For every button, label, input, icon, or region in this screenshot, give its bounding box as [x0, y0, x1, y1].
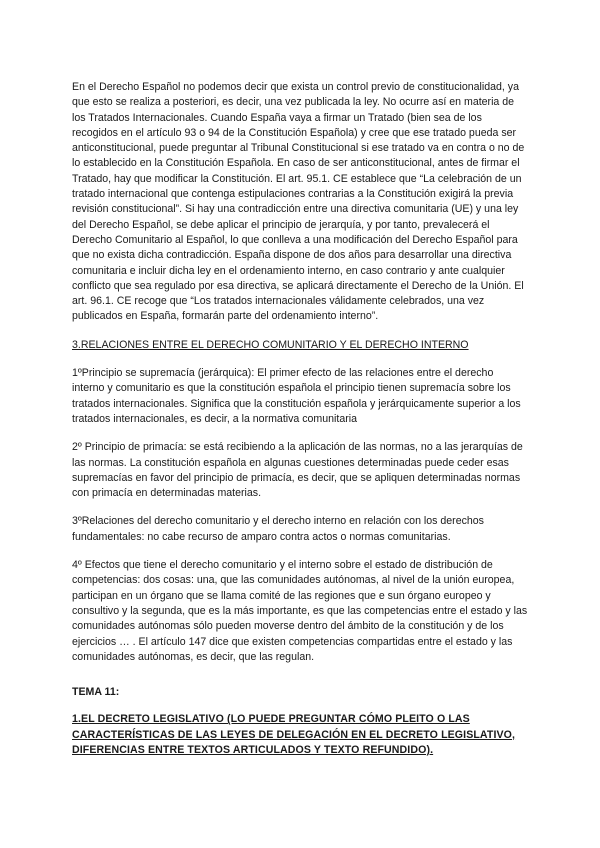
principle-3-paragraph: 3ºRelaciones del derecho comunitario y el derecho interno en relación con los derechos fundamentales: no cabe recurso de amparo contra actos o normas comunitarias. — [72, 515, 484, 543]
tema-11-subheading: 1.EL DECRETO LEGISLATIVO (LO PUEDE PREGUNTAR CÓMO PLEITO O LAS CARACTERÍSTICAS DE LAS LEYES DE DELEGACIÓN EN EL DECRETO LEGISLATIVO, DIFERENCIAS ENTRE TEXTOS ARTICULADOS Y TEXTO REFUNDIDO). — [72, 713, 516, 756]
principle-2-paragraph: 2º Principio de primacía: se está recibiendo a la aplicación de las normas, no a las jerarquías de las normas. La constitución española en algunas cuestiones determinadas puede ceder esas supremacías en favor del principio de primacía, es decir, que se apliquen determinadas normas con primacía en determinadas materias. — [72, 441, 523, 500]
section-3-heading: 3.RELACIONES ENTRE EL DERECHO COMUNITARIO Y EL DERECHO INTERNO — [72, 338, 469, 351]
intro-paragraph: En el Derecho Español no podemos decir que exista un control previo de constitucionalidad, ya que esto se realiza a posteriori, es decir, una vez publicada la ley. No ocurre así en materia de los Tratados Internacionales. Cuando España vaya a firmar un Tratado (bien sea de los recogidos en el artículo 93 o 94 de la Constitución Española) y cree que ese tratado pueda ser anticonstitucional, puede preguntar al Tribunal Constitucional si ese tratado va en contra o no de lo establecido en la Constitución Española. En caso de ser anticonstitucional, antes de firmar el Tratado, hay que modificar la Constitución. El art. 95.1. CE establece que “La celebración de un tratado internacional que contenga estipulaciones contrarias a la Constitución exigirá la previa revisión constitucional”. Si hay una contradicción entre una directiva comunitaria (UE) y una ley del Derecho Español, se debe aplicar el principio de jerarquía, y por tanto, prevalecerá el Derecho Comunitario al Español, lo que conlleva a una modificación del Derecho Español para que no exista dicha contradicción. España dispone de dos años para desarrollar una directiva comunitaria e incluir dicha ley en el ordenamiento interno, en caso contrario y ante cualquier conflicto que sea regulado por esa directiva, se aplicará directamente el Derecho de la Unión. El art. 96.1. CE recoge que “Los tratados internacionales válidamente celebrados, una vez publicados en España, formarán parte del ordenamiento interno”. — [72, 81, 525, 323]
principle-1-paragraph: 1ºPrincipio se supremacía (jerárquica): El primer efecto de las relaciones entre el derecho interno y comunitario es que la constitución española el principio tienen supremacía sobre los tratados internacionales. Significa que la constitución española y jerárquicamente superior a los tratados internacionales, es decir, a la normativa comunitaria — [72, 367, 521, 425]
principle-4-paragraph: 4º Efectos que tiene el derecho comunitario y el interno sobre el estado de distribución de competencias: dos cosas: una, que las comunidades autónomas, al nivel de la unión europea, participan en un órgano que se llama comité de las regiones que e sun órgano europeo y consultivo y la segunda, que es la más importante, es que las competencias entre el estado y las comunidades autónomas sólo pueden moverse dentro del ámbito de la constitución y de los ejercicios … . El artículo 147 dice que existen competencias compartidas entre el estado y las comunidades autónomas, es decir, que las regulan. — [72, 559, 528, 663]
tema-11-title: TEMA 11: — [72, 686, 120, 699]
